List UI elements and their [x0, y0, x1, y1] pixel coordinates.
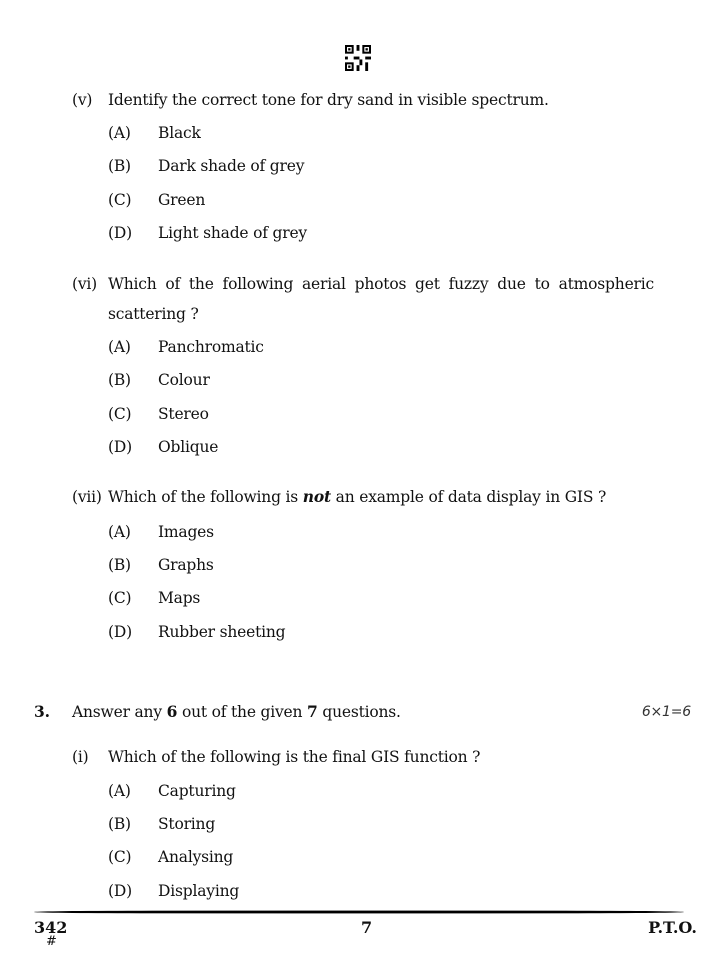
- question-text-post: an example of data display in GIS ?: [330, 488, 607, 506]
- question-text: Identify the correct tone for dry sand in visible spectrum.: [108, 91, 549, 109]
- section-instruction: [72, 702, 401, 722]
- option-label: (C): [108, 191, 132, 209]
- instruction-post: questions.: [317, 703, 401, 721]
- option-label: (A): [108, 124, 131, 142]
- section-number: 3.: [34, 702, 50, 721]
- option-label: (B): [108, 815, 131, 833]
- option-label: (A): [108, 782, 131, 800]
- option-label: (D): [108, 224, 132, 242]
- option-label: (B): [108, 157, 131, 175]
- option-text: Green: [158, 191, 206, 209]
- option-text: Colour: [158, 371, 210, 389]
- option-text: Black: [158, 124, 201, 142]
- option-text: Panchromatic: [158, 338, 264, 356]
- option-label: (C): [108, 405, 132, 423]
- pto-label: P.T.O.: [648, 918, 697, 937]
- paper-code: 342: [34, 918, 68, 937]
- question-number: (vii): [72, 488, 102, 506]
- instruction-total: 7: [307, 702, 318, 721]
- hash-mark: #: [46, 934, 57, 949]
- instruction-count: 6: [166, 702, 178, 721]
- option-text: Stereo: [158, 405, 209, 423]
- option-text: Light shade of grey: [158, 224, 307, 242]
- qr-code: [345, 45, 371, 71]
- option-label: (D): [108, 438, 132, 456]
- option-text: Graphs: [158, 556, 214, 574]
- instruction-pre: Answer any: [72, 703, 167, 721]
- marks-allocation: 6×1=6: [641, 704, 691, 720]
- page-number: 7: [361, 918, 373, 937]
- question-text: Which of the following is the final GIS function ?: [108, 748, 481, 766]
- question-text: [108, 487, 606, 507]
- option-text: Images: [158, 523, 214, 541]
- option-label: (C): [108, 848, 132, 866]
- question-number: (vi): [72, 275, 98, 293]
- option-text: Analysing: [158, 848, 234, 866]
- option-text: Storing: [158, 815, 216, 833]
- footer-rule: [34, 910, 684, 914]
- option-text: Rubber sheeting: [158, 623, 286, 641]
- question-text-pre: Which of the following is: [108, 488, 303, 506]
- option-label: (A): [108, 523, 131, 541]
- question-text: Which of the following aerial photos get fuzzy due to atmospheric: [108, 275, 654, 293]
- option-text: Capturing: [158, 782, 236, 800]
- option-label: (A): [108, 338, 131, 356]
- instruction-mid: out of the given: [177, 703, 308, 721]
- emphasis-not: not: [302, 487, 331, 506]
- option-text: Displaying: [158, 882, 240, 900]
- question-number: (v): [72, 91, 93, 109]
- option-text: Oblique: [158, 438, 219, 456]
- option-text: Dark shade of grey: [158, 157, 305, 175]
- option-label: (B): [108, 556, 131, 574]
- option-text: Maps: [158, 589, 201, 607]
- question-text-continued: scattering ?: [108, 305, 199, 323]
- option-label: (C): [108, 589, 132, 607]
- option-label: (D): [108, 623, 132, 641]
- question-number: (i): [72, 748, 89, 766]
- option-label: (B): [108, 371, 131, 389]
- option-label: (D): [108, 882, 132, 900]
